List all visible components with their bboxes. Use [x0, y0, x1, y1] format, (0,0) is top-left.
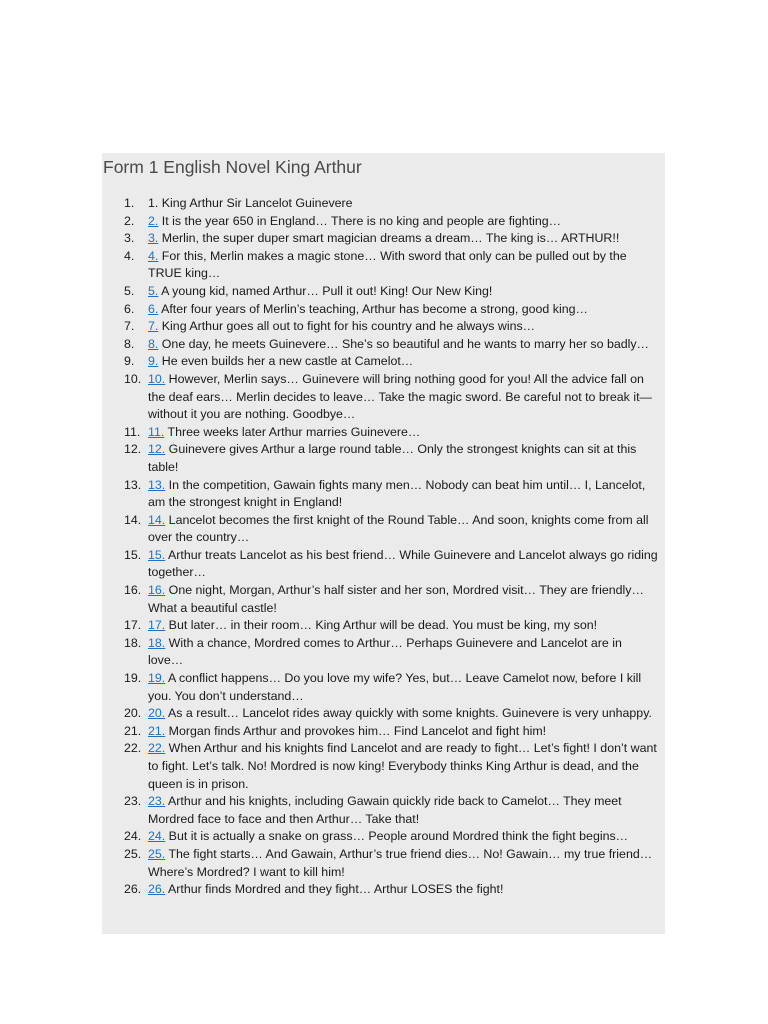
list-item-text: Morgan finds Arthur and provokes him… Find Lancelot and fight him! [165, 723, 547, 738]
list-item-number: 13. [124, 477, 142, 492]
list-item [124, 617, 660, 635]
slide-reference-link[interactable]: 18. [148, 635, 166, 650]
slide-reference-link[interactable]: 13. [148, 477, 166, 492]
list-item [124, 283, 660, 301]
list-item [124, 846, 660, 881]
list-item-number: 1. [124, 196, 135, 210]
slide-reference-link[interactable]: 3. [148, 231, 159, 246]
list-item-number: 12. [124, 442, 142, 457]
list-item-text: When Arthur and his knights find Lancelot and are ready to fight… Let’s fight! I don’t want to fight. Let’s talk. No! Mordred is now king! Everybody thinks King Arthur is dead, and the queen is in prison. [148, 741, 657, 791]
story-list [124, 195, 660, 899]
list-item-number: 11. [124, 424, 141, 439]
list-item [124, 635, 660, 670]
list-item [124, 301, 660, 319]
list-item-text: Arthur and his knights, including Gawain quickly ride back to Camelot… They meet Mordred face to face and then Arthur… Take that! [148, 794, 622, 826]
list-item-number: 22. [124, 741, 142, 756]
slide-reference-link[interactable]: 10. [148, 371, 166, 386]
list-item-number: 20. [124, 706, 142, 721]
slide-reference-link[interactable]: 12. [148, 442, 166, 457]
list-item-number: 4. [124, 248, 135, 263]
list-item [124, 582, 660, 617]
list-item-text: One night, Morgan, Arthur’s half sister and her son, Mordred visit… They are friendly… What a beautiful castle! [148, 583, 644, 615]
list-item-text: However, Merlin says… Guinevere will bring nothing good for you! All the advice fall on the deaf ears… Merlin decides to leave… Take the magic sword. Be careful not to break it— without it you are nothing. Goodbye… [148, 371, 652, 422]
slide-reference-link[interactable]: 14. [148, 512, 166, 527]
list-item-text: But later… in their room… King Arthur will be dead. You must be king, my son! [165, 618, 598, 633]
list-item-text: Arthur finds Mordred and they fight… Arthur LOSES the fight! [165, 882, 504, 897]
list-item-number: 17. [124, 618, 142, 633]
slide-reference-link[interactable]: 19. [148, 671, 166, 686]
list-item-text: A conflict happens… Do you love my wife? Yes, but… Leave Camelot now, before I kill you. You don’t understand… [148, 671, 642, 703]
list-item-number: 26. [124, 882, 142, 897]
slide-reference-link[interactable]: 5. [148, 283, 159, 298]
slide-reference-link[interactable]: 9. [148, 354, 159, 369]
list-item [124, 723, 660, 741]
list-item-number: 2. [124, 213, 135, 228]
list-item-text: But it is actually a snake on grass… People around Mordred think the fight begins… [165, 829, 629, 844]
slide-reference-link[interactable]: 11. [148, 424, 165, 439]
list-item [124, 441, 660, 476]
list-item-number: 10. [124, 371, 142, 386]
slide-reference-link[interactable]: 25. [148, 846, 166, 861]
list-item-number: 21. [124, 723, 142, 738]
slide-reference-link[interactable]: 6. [148, 301, 159, 316]
list-item-number: 15. [124, 547, 142, 562]
list-item [124, 477, 660, 512]
list-item-number: 14. [124, 512, 142, 527]
slide-reference-link[interactable]: 2. [148, 213, 159, 228]
list-item-text: A young kid, named Arthur… Pull it out! King! Our New King! [158, 283, 493, 298]
list-item [124, 424, 660, 442]
slide-reference-link[interactable]: 15. [148, 547, 166, 562]
list-item-number: 3. [124, 231, 135, 246]
list-item [124, 336, 660, 354]
list-item [124, 248, 660, 283]
list-item-text: After four years of Merlin’s teaching, Arthur has become a strong, good king… [158, 301, 588, 316]
list-item-text: King Arthur goes all out to fight for his country and he always wins… [158, 319, 536, 334]
list-item-text: In the competition, Gawain fights many men… Nobody can beat him until… I, Lancelot, am the strongest knight in England! [148, 477, 646, 510]
list-item-number: 5. [124, 283, 135, 298]
list-item [124, 881, 660, 899]
list-item-number: 8. [124, 336, 135, 351]
slide-reference-link[interactable]: 4. [148, 248, 159, 263]
list-item [124, 512, 660, 547]
slide-reference-link[interactable]: 23. [148, 794, 166, 809]
slide-reference-link[interactable]: 16. [148, 583, 166, 598]
slide-reference-link[interactable]: 21. [148, 723, 166, 738]
list-item-number: 9. [124, 354, 135, 369]
list-item-number: 23. [124, 794, 142, 809]
list-item [124, 670, 660, 705]
list-item [124, 230, 660, 248]
slide-reference-link[interactable]: 22. [148, 741, 166, 756]
list-item-number: 19. [124, 671, 142, 686]
list-item-text: With a chance, Mordred comes to Arthur… Perhaps Guinevere and Lancelot are in love… [148, 635, 622, 668]
slide-reference-link[interactable]: 7. [148, 319, 159, 334]
list-item-text: He even builds her a new castle at Camelot… [158, 354, 414, 369]
list-item-text: 1. King Arthur Sir Lancelot Guinevere [148, 196, 353, 210]
list-item [124, 213, 660, 231]
list-item-number: 16. [124, 583, 142, 598]
list-item-text: One day, he meets Guinevere… She’s so beautiful and he wants to marry her so badly… [158, 336, 649, 351]
list-item [124, 353, 660, 371]
slide-reference-link[interactable]: 20. [148, 706, 166, 721]
list-item-text: It is the year 650 in England… There is no king and people are fighting… [158, 213, 562, 228]
list-item-text: For this, Merlin makes a magic stone… With sword that only can be pulled out by the TRUE king… [148, 248, 627, 281]
list-item-number: 6. [124, 301, 135, 316]
list-item-number: 18. [124, 635, 142, 650]
slide-reference-link[interactable]: 17. [148, 618, 166, 633]
list-item-number: 25. [124, 846, 142, 861]
list-item [124, 547, 660, 582]
page-title: Form 1 English Novel King Arthur [103, 157, 362, 177]
list-item [124, 793, 660, 828]
list-item-text: Three weeks later Arthur marries Guinevere… [164, 424, 421, 439]
list-item [124, 828, 660, 846]
slide-reference-link[interactable]: 24. [148, 829, 166, 844]
list-item-text: As a result… Lancelot rides away quickly with some knights. Guinevere is very unhappy. [165, 706, 652, 721]
slide-reference-link[interactable]: 8. [148, 336, 159, 351]
list-item-number: 24. [124, 829, 142, 844]
list-item-text: Merlin, the super duper smart magician dreams a dream… The king is… ARTHUR!! [158, 231, 620, 246]
list-item-text: The fight starts… And Gawain, Arthur’s true friend dies… No! Gawain… my true friend… Where’s Mordred? I want to kill him! [148, 846, 653, 879]
list-item [124, 705, 660, 723]
slide-reference-link[interactable]: 26. [148, 882, 166, 897]
list-item-text: Lancelot becomes the first knight of the Round Table… And soon, knights come from all over the country… [148, 512, 649, 545]
list-item-text: Guinevere gives Arthur a large round table… Only the strongest knights can sit at this table! [148, 442, 637, 474]
list-item [124, 195, 660, 213]
list-item-text: Arthur treats Lancelot as his best friend… While Guinevere and Lancelot always go riding together… [148, 547, 658, 580]
list-item-number: 7. [124, 319, 135, 334]
list-item [124, 740, 660, 793]
list-item [124, 318, 660, 336]
list-item [124, 371, 660, 424]
